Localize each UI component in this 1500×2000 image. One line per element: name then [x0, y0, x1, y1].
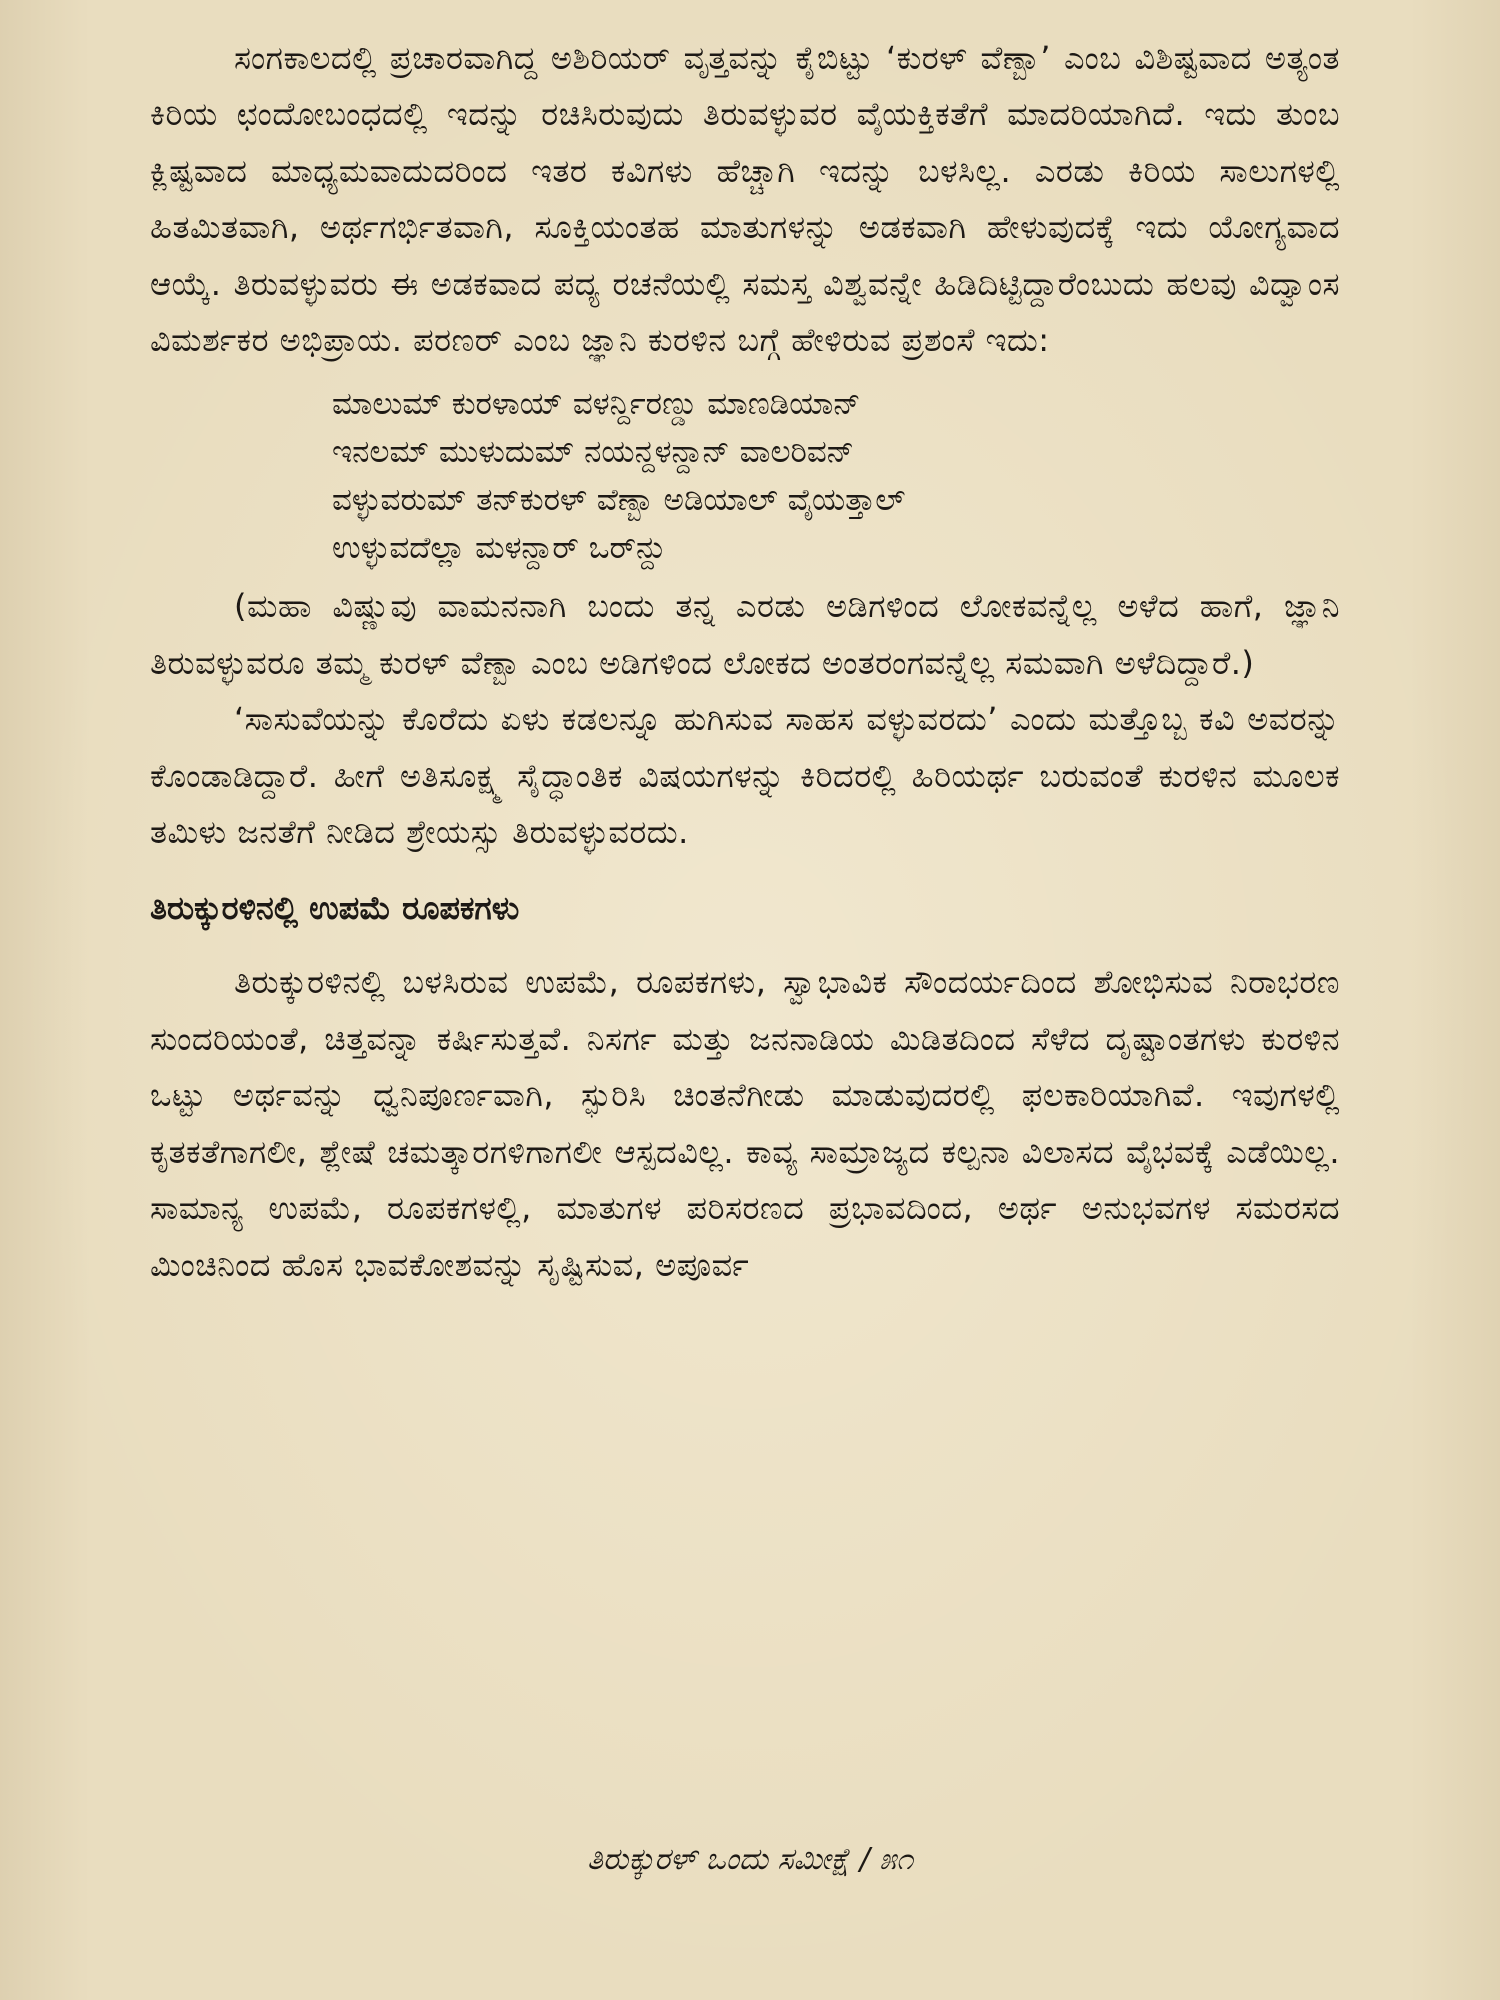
section-paragraph: ತಿರುಕ್ಕುರಳಿನಲ್ಲಿ ಬಳಸಿರುವ ಉಪಮೆ, ರೂಪಕಗಳು, ಸ್ವಾಭಾವಿಕ ಸೌಂದರ್ಯದಿಂದ ಶೋಭಿಸುವ ನಿರಾಭರಣ ಸುಂದರಿಯಂತೆ, ಚಿತ್ತವನ್ನಾ ಕರ್ಷಿಸುತ್ತವೆ. ನಿಸರ್ಗ ಮತ್ತು ಜನನಾಡಿಯ ಮಿಡಿತದಿಂದ ಸೆಳೆದ ದೃಷ್ಟಾಂತಗಳು ಕುರಳಿನ ಒಟ್ಟು ಅರ್ಥವನ್ನು ಧ್ವನಿಪೂರ್ಣವಾಗಿ, ಸ್ಫುರಿಸಿ ಚಿಂತನೆಗೀಡು ಮಾಡುವುದರಲ್ಲಿ ಫಲಕಾರಿಯಾಗಿವೆ. ಇವುಗಳಲ್ಲಿ ಕೃತಕತೆಗಾಗಲೀ, ಶ್ಲೇಷೆ ಚಮತ್ಕಾರಗಳಿಗಾಗಲೀ ಆಸ್ಪದವಿಲ್ಲ. ಕಾವ್ಯ ಸಾಮ್ರಾಜ್ಯದ ಕಲ್ಪನಾ ವಿಲಾಸದ ವೈಭವಕ್ಕೆ ಎಡೆಯಿಲ್ಲ. ಸಾಮಾನ್ಯ ಉಪಮೆ, ರೂಪಕಗಳಲ್ಲಿ, ಮಾತುಗಳ ಪರಿಸರಣದ ಪ್ರಭಾವದಿಂದ, ಅರ್ಥ ಅನುಭವಗಳ ಸಮರಸದ ಮಿಂಚಿನಿಂದ ಹೊಸ ಭಾವಕೋಶವನ್ನು ಸೃಷ್ಟಿಸುವ, ಅಪೂರ್ವ: [150, 963, 1340, 1284]
page-footer: [0, 1840, 1500, 1880]
verse-line-3: ವಳ್ಳುವರುಮ್ ತನ್‌ಕುರಳ್ ವೆಣ್ಬಾ ಅಡಿಯಾಲ್ ವೈಯತ್ತಾಲ್: [332, 482, 906, 519]
quote-paragraph: ‘ಸಾಸುವೆಯನ್ನು ಕೊರೆದು ಏಳು ಕಡಲನ್ನೂ ಹುಗಿಸುವ ಸಾಹಸ ವಳ್ಳುವರದು’ ಎಂದು ಮತ್ತೊಬ್ಬ ಕವಿ ಅವರನ್ನು ಕೊಂಡಾಡಿದ್ದಾರೆ. ಹೀಗೆ ಅತಿಸೂಕ್ಷ್ಮ ಸೈದ್ಧಾಂತಿಕ ವಿಷಯಗಳನ್ನು ಕಿರಿದರಲ್ಲಿ ಹಿರಿಯರ್ಥ ಬರುವಂತೆ ಕುರಳಿನ ಮೂಲಕ ತಮಿಳು ಜನತೆಗೆ ನೀಡಿದ ಶ್ರೇಯಸ್ಸು ತಿರುವಳ್ಳುವರದು.: [150, 700, 1340, 852]
quoted-verse: [150, 380, 1340, 572]
verse-translation: (ಮಹಾ ವಿಷ್ಣುವು ವಾಮನನಾಗಿ ಬಂದು ತನ್ನ ಎರಡು ಅಡಿಗಳಿಂದ ಲೋಕವನ್ನೆಲ್ಲ ಅಳೆದ ಹಾಗೆ, ಜ್ಞಾನಿ ತಿರುವಳ್ಳುವರೂ ತಮ್ಮ ಕುರಳ್ ವೆಣ್ಬಾ ಎಂಬ ಅಡಿಗಳಿಂದ ಲೋಕದ ಅಂತರಂಗವನ್ನೆಲ್ಲ ಸಮವಾಗಿ ಅಳೆದಿದ್ದಾರೆ.): [150, 587, 1340, 682]
verse-line-2: ಇನಲಮ್ ಮುಳುದುಮ್ ನಯನ್ದಳನ್ದಾನ್ ವಾಲರಿವನ್: [332, 434, 855, 471]
verse-line-4: ಉಳ್ಳುವದೆಲ್ಲಾ ಮಳನ್ದಾರ್ ಒರ್‌ನ್ದು: [332, 530, 666, 567]
footer-book-title: ತಿರುಕ್ಕುರಳ್ ಒಂದು ಸಮೀಕ್ಷೆ: [587, 1842, 851, 1877]
section-heading: ತಿರುಕ್ಕುರಳಿನಲ್ಲಿ ಉಪಮೆ ರೂಪಕಗಳು: [150, 889, 520, 928]
verse-line-1: ಮಾಲುಮ್ ಕುರಳಾಯ್ ವಳರ್ನ್ದಿರಣ್ಡು ಮಾಣಡಿಯಾನ್: [332, 386, 861, 423]
intro-paragraph: ಸಂಗಕಾಲದಲ್ಲಿ ಪ್ರಚಾರವಾಗಿದ್ದ ಅಶಿರಿಯರ್ ವೃತ್ತವನ್ನು ಕೈಬಿಟ್ಟು ‘ಕುರಳ್ ವೆಣ್ಬಾ’ ಎಂಬ ವಿಶಿಷ್ಟವಾದ ಅತ್ಯಂತ ಕಿರಿಯ ಛಂದೋಬಂಧದಲ್ಲಿ ಇದನ್ನು ರಚಿಸಿರುವುದು ತಿರುವಳ್ಳುವರ ವೈಯಕ್ತಿಕತೆಗೆ ಮಾದರಿಯಾಗಿದೆ. ಇದು ತುಂಬ ಕ್ಲಿಷ್ಟವಾದ ಮಾಧ್ಯಮವಾದುದರಿಂದ ಇತರ ಕವಿಗಳು ಹೆಚ್ಚಾಗಿ ಇದನ್ನು ಬಳಸಿಲ್ಲ. ಎರಡು ಕಿರಿಯ ಸಾಲುಗಳಲ್ಲಿ ಹಿತಮಿತವಾಗಿ, ಅರ್ಥಗರ್ಭಿತವಾಗಿ, ಸೂಕ್ತಿಯಂತಹ ಮಾತುಗಳನ್ನು ಅಡಕವಾಗಿ ಹೇಳುವುದಕ್ಕೆ ಇದು ಯೋಗ್ಯವಾದ ಆಯ್ಕೆ. ತಿರುವಳ್ಳುವರು ಈ ಅಡಕವಾದ ಪದ್ಯ ರಚನೆಯಲ್ಲಿ ಸಮಸ್ತ ವಿಶ್ವವನ್ನೇ ಹಿಡಿದಿಟ್ಟಿದ್ದಾರೆಂಬುದು ಹಲವು ವಿದ್ವಾಂಸ ವಿಮರ್ಶಕರ ಅಭಿಪ್ರಾಯ. ಪರಣರ್ ಎಂಬ ಜ್ಞಾನಿ ಕುರಳಿನ ಬಗ್ಗೆ ಹೇಳಿರುವ ಪ್ರಶಂಸೆ ಇದು:: [150, 39, 1340, 360]
footer-page-number: ೫೧: [879, 1842, 913, 1877]
footer-separator: /: [859, 1842, 870, 1877]
page-body: [150, 30, 1340, 1293]
